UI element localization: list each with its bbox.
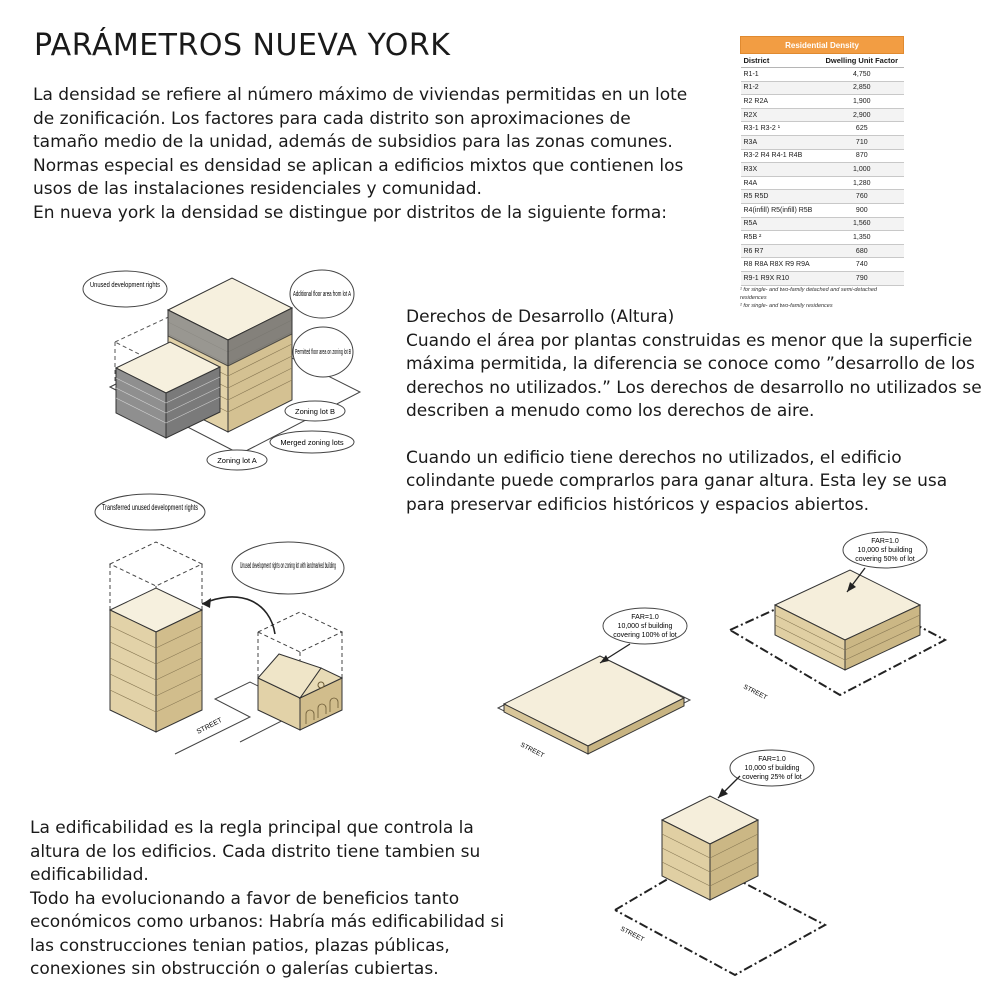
table-row xyxy=(741,122,904,136)
intro-paragraph: En nueva york la densidad se distingue por distritos de la siguiente forma: xyxy=(33,202,668,223)
far-coverage-label: covering 100% of lot xyxy=(613,632,677,639)
district-cell: R2X xyxy=(741,108,821,122)
table-row xyxy=(741,203,904,217)
factor-cell: 1,350 xyxy=(820,231,903,245)
factor-cell: 740 xyxy=(820,258,903,272)
table-row xyxy=(741,217,904,231)
far-label: FAR=1.0 xyxy=(871,538,899,545)
factor-cell: 680 xyxy=(820,244,903,258)
development-rights-section xyxy=(406,306,986,517)
district-cell: R4A xyxy=(741,176,821,190)
factor-cell: 2,900 xyxy=(820,108,903,122)
table-row xyxy=(741,68,904,82)
label-zoning-lot-b: Zoning lot B xyxy=(294,407,336,416)
district-cell: R5 R5D xyxy=(741,190,821,204)
label-additional-area: Additional floor area from lot A xyxy=(293,291,352,298)
buildability-paragraph: Todo ha evolucionando a favor de beneficios tanto económicos como urbanos: Habría más edificabilidad si las construcciones tenian patios, plazas públicas, conexiones sin obstrucción o galerías cubiertas. xyxy=(30,888,505,979)
table-title: Residential Density xyxy=(741,37,904,54)
district-cell: R8 R8A R8X R9 R9A xyxy=(741,258,821,272)
label-unused-rights: Unused development rights xyxy=(90,280,161,289)
far-coverage-label: covering 50% of lot xyxy=(855,556,915,563)
table-footnote: ¹ for single- and two-family detached and semi-detached residences xyxy=(740,286,877,301)
transfer-rights-diagram xyxy=(90,492,380,762)
intro-paragraph: La densidad se refiere al número máximo de viviendas permitidas en un lote de zonificación. Los factores para cada distrito son aproximaciones de tamaño medio de la unidad, además de subsidios para las zonas comunes. Normas especial es densidad se aplican a edificios mixtos que contienen los usos de las instalaciones residenciales y comunidad. xyxy=(33,85,688,199)
residential-density-table xyxy=(740,36,904,310)
district-cell: R5B ² xyxy=(741,231,821,245)
district-cell: R3-1 R3-2 ¹ xyxy=(741,122,821,136)
factor-cell: 1,280 xyxy=(820,176,903,190)
district-cell: R2 R2A xyxy=(741,95,821,109)
table-row xyxy=(741,231,904,245)
factor-cell: 760 xyxy=(820,190,903,204)
street-label: STREET xyxy=(619,925,646,944)
table-row xyxy=(741,258,904,272)
far-sf-label: 10,000 sf building xyxy=(857,547,913,554)
table-row xyxy=(741,190,904,204)
far-label: FAR=1.0 xyxy=(758,756,786,763)
buildability-paragraph: La edificabilidad es la regla principal que controla la altura de los edificios. Cada distrito tiene tambien su edificabilidad. xyxy=(30,818,481,885)
table-row xyxy=(741,95,904,109)
section-heading: Derechos de Desarrollo (Altura) xyxy=(406,307,675,327)
label-landmark-rights: Unused development rights on zoning lot with landmarked building xyxy=(240,561,336,570)
far-diagram-25 xyxy=(600,740,860,960)
street-label: STREET xyxy=(195,717,224,736)
district-cell: R5A xyxy=(741,217,821,231)
label-zoning-lot-a: Zoning lot A xyxy=(217,456,257,465)
table-footnote: ² for single- and two-family residences xyxy=(740,302,833,309)
factor-cell: 4,750 xyxy=(820,68,903,82)
page-title: PARÁMETROS NUEVA YORK xyxy=(34,28,451,63)
table-row xyxy=(741,176,904,190)
far-sf-label: 10,000 sf building xyxy=(744,765,800,772)
table-row xyxy=(741,244,904,258)
factor-cell: 790 xyxy=(820,271,903,285)
district-cell: R9-1 R9X R10 xyxy=(741,271,821,285)
far-label: FAR=1.0 xyxy=(631,614,659,621)
district-cell: R3X xyxy=(741,163,821,177)
column-header-district: District xyxy=(741,54,821,68)
district-cell: R3A xyxy=(741,135,821,149)
table-row xyxy=(741,149,904,163)
label-transferred-rights: Transferred unused development rights xyxy=(102,503,198,512)
table-row xyxy=(741,108,904,122)
far-coverage-label: covering 25% of lot xyxy=(742,774,802,781)
merged-zoning-lots-diagram xyxy=(80,262,370,482)
table-row xyxy=(741,135,904,149)
factor-cell: 710 xyxy=(820,135,903,149)
factor-cell: 1,900 xyxy=(820,95,903,109)
label-permitted-area: Permitted floor area on zoning lot B xyxy=(295,349,352,356)
table-row xyxy=(741,81,904,95)
district-cell: R3-2 R4 R4-1 R4B xyxy=(741,149,821,163)
factor-cell: 900 xyxy=(820,203,903,217)
district-cell: R1-2 xyxy=(741,81,821,95)
label-merged-lots: Merged zoning lots xyxy=(280,438,344,447)
buildability-section xyxy=(30,817,520,982)
far-diagram-100 xyxy=(490,608,710,758)
district-cell: R6 R7 xyxy=(741,244,821,258)
intro-text xyxy=(33,84,693,225)
factor-cell: 1,560 xyxy=(820,217,903,231)
factor-cell: 625 xyxy=(820,122,903,136)
factor-cell: 870 xyxy=(820,149,903,163)
factor-cell: 1,000 xyxy=(820,163,903,177)
district-cell: R1-1 xyxy=(741,68,821,82)
rights-paragraph: Cuando el área por plantas construidas es menor que la superficie máxima permitida, la diferencia se conoce como ”desarrollo de los derechos no utilizados.” Los derechos de desarrollo no utilizados se describen a menudo como los derechos de aire. xyxy=(406,330,982,421)
table-row xyxy=(741,271,904,285)
rights-paragraph: Cuando un edificio tiene derechos no utilizados, el edificio colindante puede comprarlos para ganar altura. Esta ley se usa para preservar edificios históricos y espacios abiertos. xyxy=(406,447,948,515)
far-diagram-50 xyxy=(715,530,975,710)
table-row xyxy=(741,163,904,177)
far-sf-label: 10,000 sf building xyxy=(617,623,673,630)
column-header-factor: Dwelling Unit Factor xyxy=(820,54,903,68)
factor-cell: 2,850 xyxy=(820,81,903,95)
street-label: STREET xyxy=(742,683,769,702)
street-label: STREET xyxy=(519,741,546,760)
district-cell: R4(infill) R5(infill) R5B xyxy=(741,203,821,217)
